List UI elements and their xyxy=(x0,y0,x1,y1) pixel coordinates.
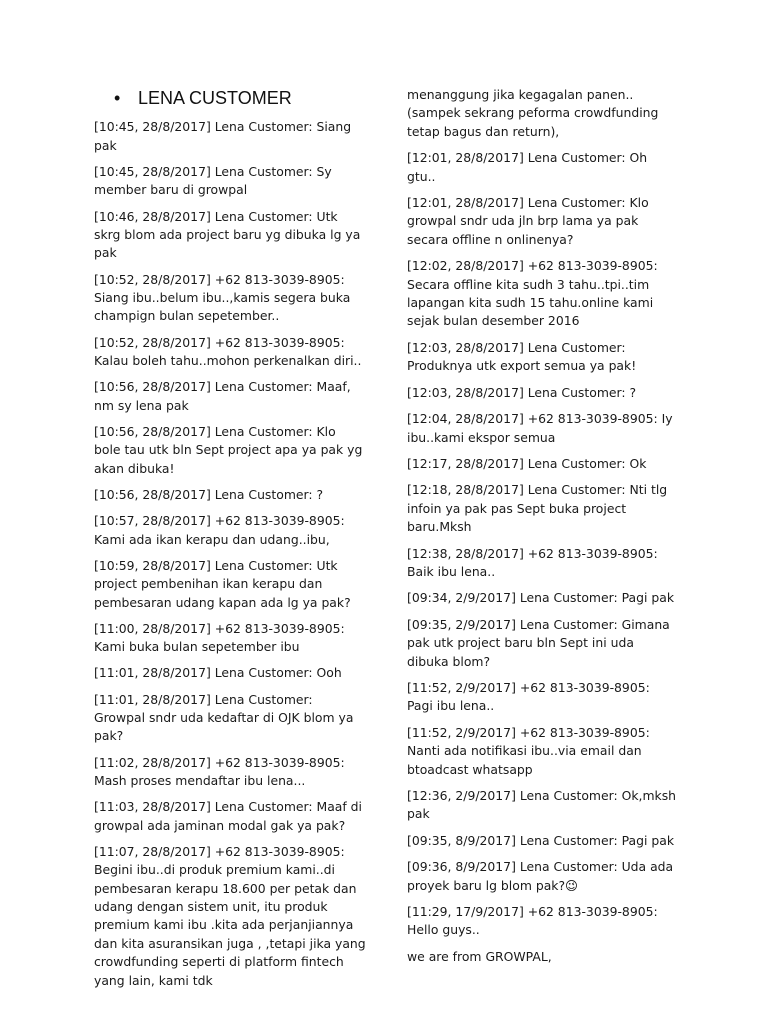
chat-message: [12:02, 28/8/2017] +62 813-3039-8905: Secara offline kita sudh 3 tahu..tpi..tim lapangan kita sudh 15 tahu.online kami sejak bulan desember 2016 xyxy=(407,258,658,329)
chat-message: [11:07, 28/8/2017] +62 813-3039-8905: Begini ibu..di produk premium kami..di pembesaran kerapu 18.600 per petak dan udang dengan sistem unit, itu produk premium kami ibu .kita ada perjanjiannya dan kita asuransikan juga , ,tetapi jika yang crowdfunding seperti di platform fintech yang lain, kami tdk xyxy=(94,843,366,988)
chat-message: [12:03, 28/8/2017] Lena Customer: Produknya utk export semua ya pak! xyxy=(407,339,637,374)
right-column xyxy=(407,86,679,974)
chat-message: [12:36, 2/9/2017] Lena Customer: Ok,mksh pak xyxy=(407,788,677,822)
chat-message: [09:35, 2/9/2017] Lena Customer: Gimana pak utk project baru bln Sept ini uda dibuka blom? xyxy=(407,616,670,669)
heading-title: LENA CUSTOMER xyxy=(138,88,292,108)
chat-message: [11:01, 28/8/2017] Lena Customer: Growpal sndr uda kedaftar di OJK blom ya pak? xyxy=(94,691,354,744)
chat-message: [10:52, 28/8/2017] +62 813-3039-8905: Kalau boleh tahu..mohon perkenalkan diri.. xyxy=(94,334,362,369)
bullet-icon: • xyxy=(114,88,121,108)
chat-message: [10:56, 28/8/2017] Lena Customer: Maaf, nm sy lena pak xyxy=(94,379,351,413)
chat-message: [10:56, 28/8/2017] Lena Customer: Klo bole tau utk bln Sept project apa ya pak yg akan dibuka! xyxy=(94,423,363,476)
left-column xyxy=(94,84,366,998)
chat-message: [10:45, 28/8/2017] Lena Customer: Sy member baru di growpal xyxy=(94,164,332,198)
chat-message: we are from GROWPAL, xyxy=(407,948,552,964)
chat-message: [10:57, 28/8/2017] +62 813-3039-8905: Kami ada ikan kerapu dan udang..ibu, xyxy=(94,513,345,547)
chat-message: [10:52, 28/8/2017] +62 813-3039-8905: Siang ibu..belum ibu..,kamis segera buka champign bulan sepetember.. xyxy=(94,271,351,324)
chat-message: [09:35, 8/9/2017] Lena Customer: Pagi pak xyxy=(407,832,675,848)
chat-message: [10:59, 28/8/2017] Lena Customer: Utk project pembenihan ikan kerapu dan pembesaran udang kapan ada lg ya pak? xyxy=(94,557,351,610)
left-message-list xyxy=(94,118,366,990)
chat-message: [11:00, 28/8/2017] +62 813-3039-8905: Kami buka bulan sepetember ibu xyxy=(94,620,345,655)
chat-message: [12:01, 28/8/2017] Lena Customer: Oh gtu.. xyxy=(407,150,648,184)
chat-message: [10:46, 28/8/2017] Lena Customer: Utk skrg blom ada project baru yg dibuka lg ya pak xyxy=(94,208,361,261)
chat-message: [12:38, 28/8/2017] +62 813-3039-8905: Baik ibu lena.. xyxy=(407,545,658,579)
chat-message: [11:52, 2/9/2017] +62 813-3039-8905: Pagi ibu lena.. xyxy=(407,679,650,714)
chat-message: [09:36, 8/9/2017] Lena Customer: Uda ada proyek baru lg blom pak?😉 xyxy=(407,859,674,893)
chat-message: [10:56, 28/8/2017] Lena Customer: ? xyxy=(94,486,324,502)
chat-message: [12:18, 28/8/2017] Lena Customer: Nti tlg infoin ya pak pas Sept buka project baru.Mksh xyxy=(407,482,668,535)
chat-message: [11:52, 2/9/2017] +62 813-3039-8905: Nanti ada notifikasi ibu..via email dan btoadcast whatsapp xyxy=(407,724,650,777)
right-message-list xyxy=(407,149,679,966)
chat-message: [11:02, 28/8/2017] +62 813-3039-8905: Mash proses mendaftar ibu lena... xyxy=(94,754,345,788)
chat-message: [12:17, 28/8/2017] Lena Customer: Ok xyxy=(407,455,647,471)
chat-message: [12:01, 28/8/2017] Lena Customer: Klo growpal sndr uda jln brp lama ya pak secara offline n onlinenya? xyxy=(407,195,649,247)
chat-message: [11:03, 28/8/2017] Lena Customer: Maaf di growpal ada jaminan modal gak ya pak? xyxy=(94,799,362,833)
chat-message: [09:34, 2/9/2017] Lena Customer: Pagi pak xyxy=(407,590,675,606)
chat-message: [11:01, 28/8/2017] Lena Customer: Ooh xyxy=(94,665,342,681)
section-heading xyxy=(94,89,366,107)
continued-message: menanggung jika kegagalan panen..(sampek sekrang peforma crowdfunding tetap bagus dan return), xyxy=(407,87,659,139)
chat-message: [11:29, 17/9/2017] +62 813-3039-8905: Hello guys.. xyxy=(407,904,658,938)
chat-message: [12:04, 28/8/2017] +62 813-3039-8905: Iy ibu..kami ekspor semua xyxy=(407,411,673,445)
chat-message: [12:03, 28/8/2017] Lena Customer: ? xyxy=(407,384,637,400)
chat-message: [10:45, 28/8/2017] Lena Customer: Siang pak xyxy=(94,119,352,153)
